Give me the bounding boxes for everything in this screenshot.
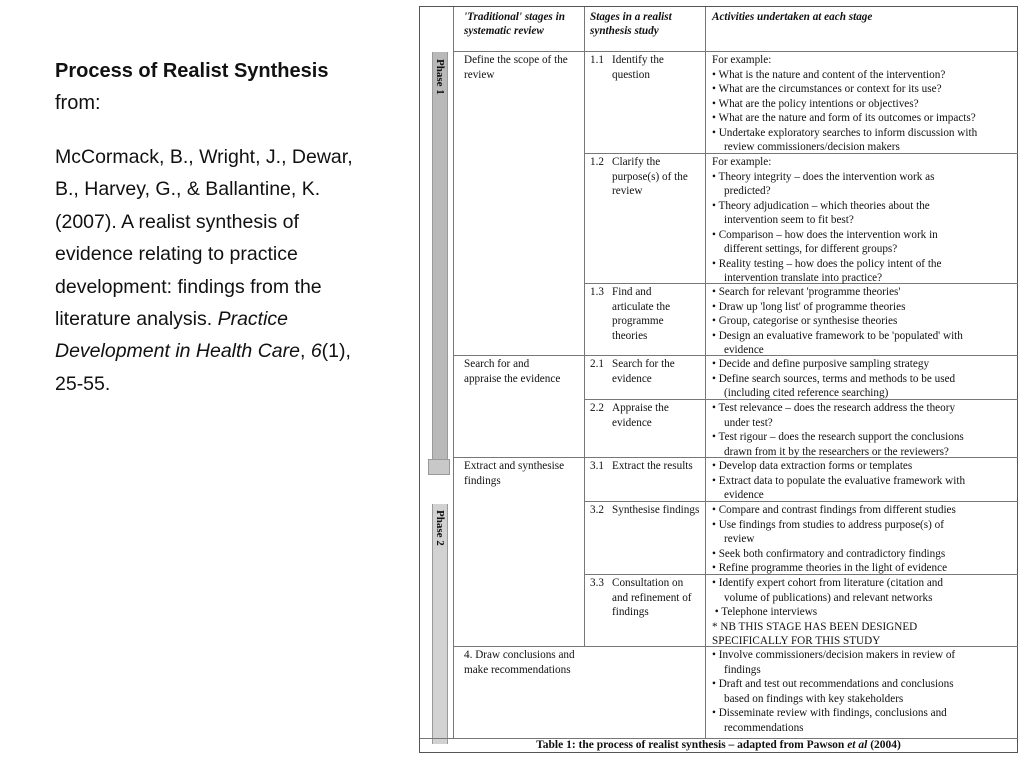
phase-divider — [428, 459, 450, 475]
activity-line: • Undertake exploratory searches to inform discussion with — [712, 126, 978, 139]
activity-line: • Use findings from studies to address purpose(s) of — [712, 518, 944, 531]
activity-line: • Involve commissioners/decision makers in review of — [712, 649, 956, 661]
activity-line: (including cited reference searching) — [724, 387, 889, 399]
activity-line: • Extract data to populate the evaluative framework with — [712, 474, 966, 487]
stage-label: Extract the results — [612, 460, 693, 472]
journal-name: Development in Health Care — [55, 340, 300, 363]
activity-line: evidence — [724, 489, 764, 501]
header-activities: Activities undertaken at each stage — [712, 11, 873, 23]
col-divider — [584, 7, 585, 647]
col-divider — [453, 7, 454, 738]
caption-year: (2004) — [867, 739, 901, 751]
activity-line: • Define search sources, terms and methods to be used — [712, 372, 956, 385]
activity-line: under test? — [724, 416, 773, 429]
activity-line: predicted? — [724, 185, 771, 197]
title-rest: from: — [55, 92, 101, 114]
activity-line: findings — [724, 663, 761, 676]
stage-number: 1.3 — [590, 286, 604, 298]
stage-number: 3.3 — [590, 577, 604, 589]
citation-text: literature analysis. — [55, 308, 218, 331]
phase-1-bar — [432, 52, 448, 460]
row-divider — [453, 51, 1018, 52]
activity-line: • Design an evaluative framework to be 'populated' with — [712, 329, 963, 342]
activities-cell — [712, 576, 1016, 649]
activity-line: • Test relevance – does the research address the theory — [712, 402, 956, 414]
phase-2-label: Phase 2 — [434, 510, 446, 546]
stage-label: Find and articulate the programme theories — [612, 286, 671, 342]
trad-stage: Extract and synthesise findings — [464, 460, 565, 487]
activity-line: review — [724, 533, 755, 545]
citation — [55, 141, 400, 400]
activity-line: review commissioners/decision makers — [724, 141, 900, 153]
header-realist: Stages in a realist synthesis study — [590, 11, 672, 37]
activity-line: SPECIFICALLY FOR THIS STUDY — [712, 635, 881, 647]
activity-line: • Theory adjudication – which theories about the — [712, 199, 930, 212]
caption-text: Table 1: the process of realist synthesis – adapted from Pawson — [536, 739, 848, 751]
activities-cell — [712, 459, 1016, 503]
trad-stage: Define the scope of the review — [464, 54, 568, 81]
activity-line: • What is the nature and content of the intervention? — [712, 68, 946, 81]
citation-line: evidence relating to practice — [55, 243, 298, 266]
realist-synthesis-table — [419, 6, 1018, 753]
stage-label: Consultation on and refinement of findings — [612, 577, 692, 618]
activity-line: drawn from it by the researchers or the reviewers? — [724, 445, 949, 458]
activity-line: • Group, categorise or synthesise theories — [712, 315, 898, 327]
activity-line: • Draw up 'long list' of programme theories — [712, 300, 906, 313]
activities-cell — [712, 53, 1016, 155]
citation-line: development: findings from the — [55, 275, 322, 298]
activity-line: different settings, for different groups? — [724, 243, 898, 255]
activity-line: • Disseminate review with findings, conclusions and — [712, 707, 947, 719]
header-traditional: 'Traditional' stages in systematic review — [464, 11, 565, 37]
activity-line: intervention seem to fit best? — [724, 214, 854, 226]
phase-1-label: Phase 1 — [434, 59, 446, 95]
activity-line: intervention translate into practice? — [724, 272, 883, 284]
stage-number: 1.2 — [590, 156, 604, 168]
activity-line: * NB THIS STAGE HAS BEEN DESIGNED — [712, 620, 918, 633]
citation-text: , — [299, 340, 311, 363]
stage-number: 2.2 — [590, 402, 604, 414]
stage-number: 1.1 — [590, 54, 604, 66]
activity-line: For example: — [712, 54, 772, 66]
activities-cell — [712, 357, 1016, 401]
activity-line: evidence — [724, 344, 764, 356]
trad-stage: Search for and appraise the evidence — [464, 358, 561, 385]
activities-cell — [712, 401, 1016, 459]
activity-line: • Develop data extraction forms or templates — [712, 460, 913, 472]
activity-line: • Search for relevant 'programme theories' — [712, 286, 901, 298]
activities-cell — [712, 503, 1016, 576]
volume: 6 — [310, 340, 322, 363]
citation-line: 25-55. — [55, 372, 111, 395]
stage-number: 3.2 — [590, 504, 604, 516]
stage-label: Synthesise findings — [612, 504, 700, 516]
stage-label: Appraise the evidence — [612, 402, 669, 429]
stage-label: Clarify the purpose(s) of the review — [612, 156, 688, 197]
activity-line: • Test rigour – does the research support the conclusions — [712, 431, 964, 443]
citation-panel — [55, 55, 400, 400]
activity-line: • Seek both confirmatory and contradictory findings — [712, 547, 946, 560]
table-caption — [420, 739, 1017, 751]
activity-line: • Comparison – how does the intervention work in — [712, 228, 938, 241]
page-title — [55, 55, 400, 119]
activity-line: • Telephone interviews — [712, 606, 818, 618]
activity-line: volume of publications) and relevant networks — [724, 591, 933, 604]
activity-line: • What are the nature and form of its outcomes or impacts? — [712, 112, 976, 124]
activity-line: • Theory integrity – does the intervention work as — [712, 170, 935, 183]
journal-name: Practice — [217, 308, 289, 331]
citation-line: B., Harvey, G., & Ballantine, K. — [55, 178, 321, 201]
stage-number: 3.1 — [590, 460, 604, 472]
activity-line: • Reality testing – how does the policy intent of the — [712, 257, 942, 270]
stage-label: Identify the question — [612, 54, 664, 81]
title-bold: Process of Realist Synthesis — [55, 60, 329, 82]
stage-number: 2.1 — [590, 358, 604, 370]
activities-cell — [712, 285, 1016, 358]
activity-line: • Decide and define purposive sampling strategy — [712, 358, 930, 370]
activity-line: • Refine programme theories in the light of evidence — [712, 562, 948, 574]
activity-line: For example: — [712, 156, 772, 168]
stage-label: Search for the evidence — [612, 358, 675, 385]
citation-line: McCormack, B., Wright, J., Dewar, — [55, 146, 353, 168]
activity-line: based on findings with key stakeholders — [724, 692, 904, 705]
caption-et-al: et al — [847, 739, 868, 751]
activities-cell — [712, 648, 1016, 735]
citation-line — [55, 303, 400, 335]
col-divider — [705, 7, 706, 738]
activity-line: • Identify expert cohort from literature (citation and — [712, 577, 943, 589]
activities-cell — [712, 155, 1016, 286]
issue: (1), — [321, 340, 351, 363]
citation-line — [55, 335, 400, 367]
activity-line: • What are the policy intentions or objectives? — [712, 97, 919, 110]
activity-line: • Draft and test out recommendations and conclusions — [712, 678, 954, 690]
activity-line: • Compare and contrast findings from different studies — [712, 504, 956, 516]
activity-line: recommendations — [724, 721, 804, 734]
trad-stage: 4. Draw conclusions and make recommendations — [464, 649, 575, 676]
activity-line: • What are the circumstances or context for its use? — [712, 83, 942, 95]
citation-line: (2007). A realist synthesis of — [55, 210, 299, 233]
